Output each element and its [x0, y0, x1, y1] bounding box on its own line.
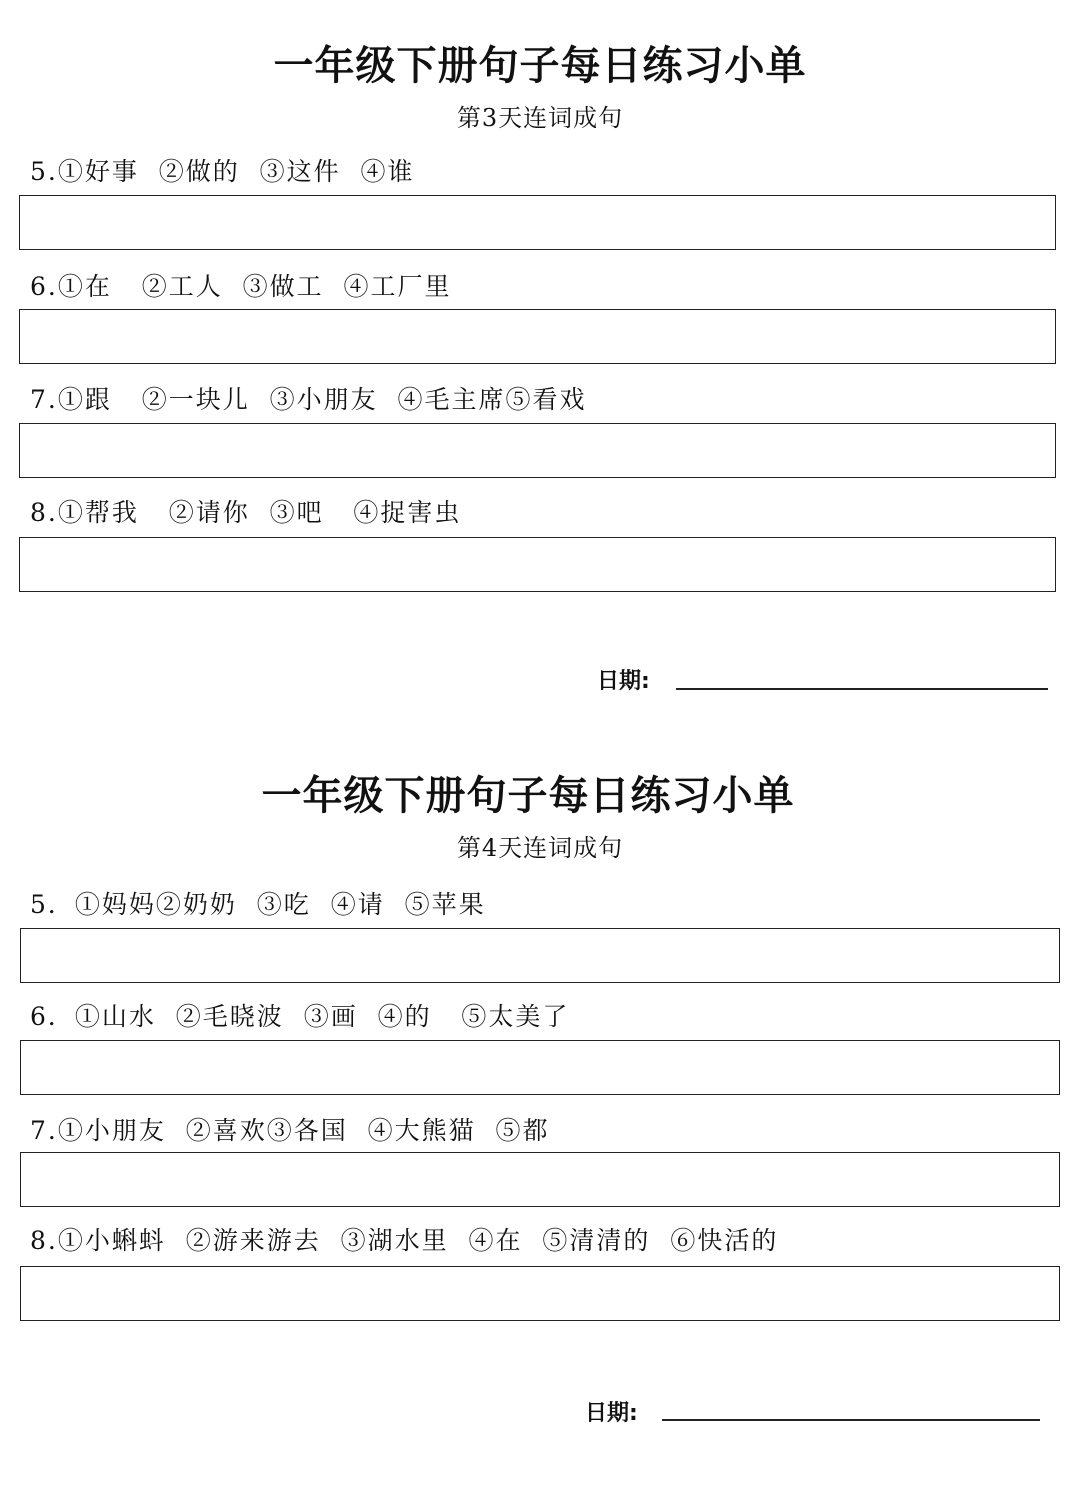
- question-7-prompt: 7.①小朋友 ②喜欢③各国 ④大熊猫 ⑤都: [30, 1116, 550, 1145]
- question-7-answer-box[interactable]: [20, 1152, 1060, 1207]
- question-6-prompt: 6．①山水 ②毛晓波 ③画 ④的 ⑤太美了: [30, 1002, 570, 1031]
- date-label: 日期:: [597, 669, 650, 694]
- question-6-answer-box[interactable]: [20, 1040, 1060, 1095]
- question-6-prompt: 6.①在 ②工人 ③做工 ④工厂里: [30, 272, 452, 301]
- date-label: 日期:: [585, 1401, 638, 1426]
- question-8-answer-box[interactable]: [19, 537, 1056, 592]
- worksheet-title: 一年级下册句子每日练习小单: [261, 773, 795, 819]
- question-5-answer-box[interactable]: [20, 928, 1060, 983]
- question-7-answer-box[interactable]: [19, 423, 1056, 478]
- question-5-prompt: 5.①好事 ②做的 ③这件 ④谁: [30, 157, 415, 186]
- worksheet-day-4: [0, 740, 1080, 1480]
- question-7-prompt: 7.①跟 ②一块儿 ③小朋友 ④毛主席⑤看戏: [30, 385, 587, 414]
- question-5-prompt: 5．①妈妈②奶奶 ③吃 ④请 ⑤苹果: [30, 890, 486, 919]
- question-8-prompt: 8.①小蝌蚪 ②游来游去 ③湖水里 ④在 ⑤清清的 ⑥快活的: [30, 1226, 779, 1255]
- worksheet-day-3: [0, 0, 1080, 740]
- question-8-answer-box[interactable]: [20, 1266, 1060, 1321]
- date-input-line[interactable]: [676, 688, 1048, 690]
- worksheet-title: 一年级下册句子每日练习小单: [273, 43, 807, 89]
- worksheet-subtitle: 第4天连词成句: [456, 834, 624, 862]
- question-5-answer-box[interactable]: [19, 195, 1056, 250]
- question-8-prompt: 8.①帮我 ②请你 ③吧 ④捉害虫: [30, 498, 462, 527]
- question-6-answer-box[interactable]: [19, 309, 1056, 364]
- date-input-line[interactable]: [662, 1419, 1040, 1421]
- worksheet-subtitle: 第3天连词成句: [456, 104, 624, 132]
